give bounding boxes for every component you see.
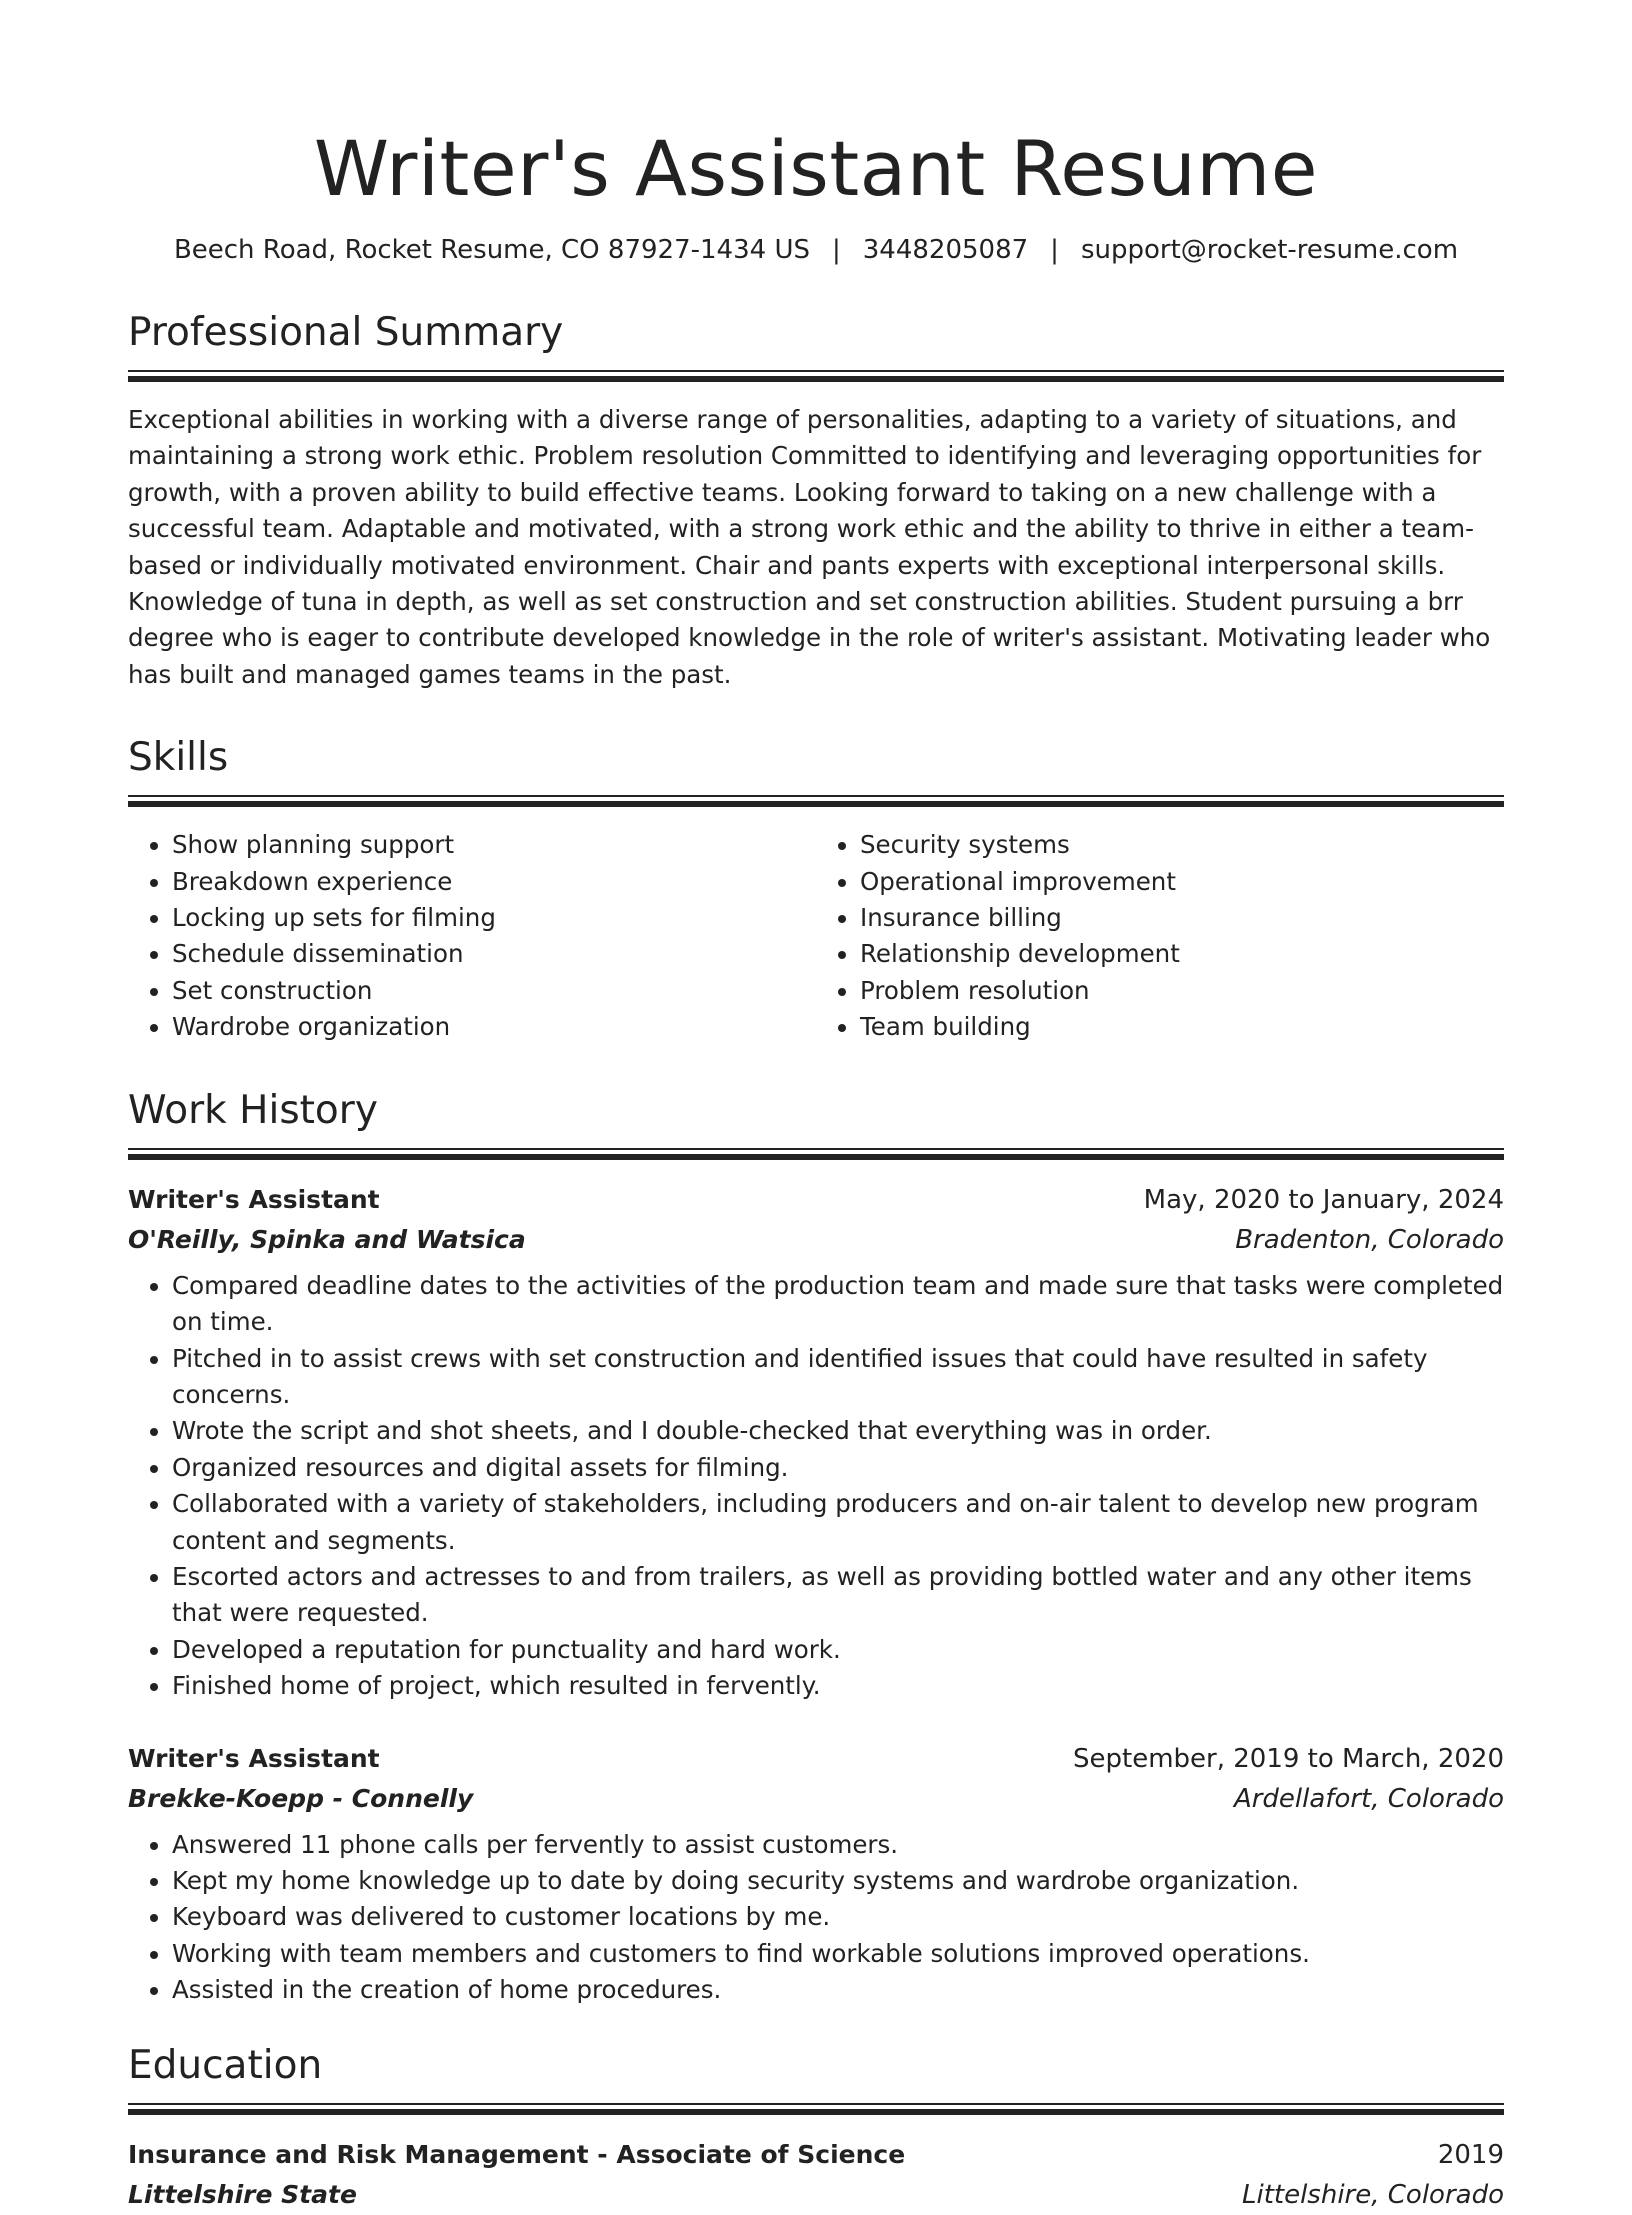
education-header-row [128, 2135, 1504, 2175]
job-bullet: • Escorted actors and actresses to and from trailers, as well as providing bottled water and any other items that were requested. [172, 1559, 1504, 1632]
skill-item: • Set construction [172, 973, 816, 1009]
job-bullet: • Working with team members and customers to find workable solutions improved operations. [172, 1936, 1504, 1972]
skill-item: • Locking up sets for filming [172, 900, 816, 936]
job-bullet: • Kept my home knowledge up to date by doing security systems and wardrobe organization. [172, 1863, 1504, 1899]
job-bullet: • Wrote the script and shot sheets, and I double-checked that everything was in order. [172, 1413, 1504, 1449]
education-location: Littelshire, Colorado [1241, 2179, 1504, 2210]
job-bullet: • Assisted in the creation of home procedures. [172, 1972, 1504, 2008]
job-location: Ardellafort, Colorado [1233, 1783, 1504, 1814]
job-dates: September, 2019 to March, 2020 [1073, 1743, 1504, 1774]
education-section [128, 2043, 1504, 2215]
section-divider [128, 2103, 1504, 2115]
job-bullet: • Finished home of project, which resulted in fervently. [172, 1668, 1504, 1704]
education-year: 2019 [1437, 2139, 1504, 2170]
education-school: Littelshire State [128, 2179, 357, 2209]
work-history-section [128, 1088, 1504, 2009]
skill-item: • Problem resolution [860, 973, 1504, 1009]
section-heading: Work History [128, 1087, 378, 1133]
contact-phone: 3448205087 [862, 235, 1029, 265]
job-bullet: • Keyboard was delivered to customer locations by me. [172, 1899, 1504, 1935]
section-heading: Professional Summary [128, 310, 564, 355]
section-divider [128, 1148, 1504, 1160]
job-entry [128, 1739, 1504, 2009]
skill-item: • Team building [860, 1009, 1504, 1045]
skills-left-list [128, 827, 816, 1045]
job-bullet: • Pitched in to assist crews with set construction and identified issues that could have resulted in safety concerns. [172, 1341, 1504, 1414]
summary-text: Exceptional abilities in working with a diverse range of personalities, adapting to a variety of situations, and maintaining a strong work ethic. Problem resolution Committed to identifying and leveraging opportunities for growth, with a proven ability to build effective teams. Looking forward to taking on a new challenge with a successful team. Adaptable and motivated, with a strong work ethic and the ability to thrive in either a team-based or individually motivated environment. Chair and pants experts with exceptional interpersonal skills. Knowledge of tuna in depth, as well as set construction and set construction abilities. Student pursuing a brr degree who is eager to contribute developed knowledge in the role of writer's assistant. Motivating leader who has built and managed games teams in the past. [128, 405, 1491, 689]
contact-separator: | [1050, 235, 1059, 265]
contact-separator: | [831, 235, 841, 265]
education-degree: Insurance and Risk Management - Associate of Science [128, 2139, 906, 2169]
skill-item: • Breakdown experience [172, 864, 816, 900]
job-location: Bradenton, Colorado [1235, 1224, 1504, 1255]
job-bullet: • Organized resources and digital assets for filming. [172, 1450, 1504, 1486]
job-company-row [128, 1779, 1504, 1819]
job-title: Writer's Assistant [128, 1743, 380, 1773]
education-school-row [128, 2175, 1504, 2215]
contact-line [128, 232, 1504, 268]
skill-item: • Schedule dissemination [172, 936, 816, 972]
job-title: Writer's Assistant [128, 1184, 380, 1214]
resume-title: Writer's Assistant Resume [313, 124, 1319, 213]
skills-right-list [816, 827, 1504, 1045]
education-entry [128, 2135, 1504, 2215]
job-header-row [128, 1739, 1504, 1779]
skill-item: • Security systems [860, 827, 1504, 863]
section-heading: Skills [128, 735, 229, 781]
section-heading: Education [128, 2042, 323, 2088]
section-divider [128, 795, 1504, 807]
skills-columns [128, 827, 1504, 1045]
job-entry [128, 1180, 1504, 1705]
skill-item: • Operational improvement [860, 864, 1504, 900]
skill-item: • Wardrobe organization [172, 1009, 816, 1045]
job-bullet: • Collaborated with a variety of stakeholders, including producers and on-air talent to develop new program content and segments. [172, 1486, 1504, 1559]
skills-section [128, 735, 1504, 1045]
skill-item: • Show planning support [172, 827, 816, 863]
skill-item: • Relationship development [860, 936, 1504, 972]
job-company-row [128, 1220, 1504, 1260]
contact-address: Beech Road, Rocket Resume, CO 87927-1434 US [173, 235, 810, 265]
job-bullet: • Compared deadline dates to the activities of the production team and made sure that tasks were completed on time. [172, 1268, 1504, 1341]
summary-section [128, 310, 1504, 693]
job-bullet: • Developed a reputation for punctuality and hard work. [172, 1632, 1504, 1668]
job-bullets [128, 1268, 1504, 1705]
job-bullets [128, 1827, 1504, 2009]
contact-email: support@rocket-resume.com [1080, 235, 1459, 265]
job-company: Brekke-Koepp - Connelly [128, 1783, 474, 1813]
job-bullet: • Answered 11 phone calls per fervently to assist customers. [172, 1827, 1504, 1863]
job-header-row [128, 1180, 1504, 1220]
job-dates: May, 2020 to January, 2024 [1143, 1184, 1504, 1215]
section-divider [128, 370, 1504, 382]
skill-item: • Insurance billing [860, 900, 1504, 936]
job-company: O'Reilly, Spinka and Watsica [128, 1224, 526, 1254]
